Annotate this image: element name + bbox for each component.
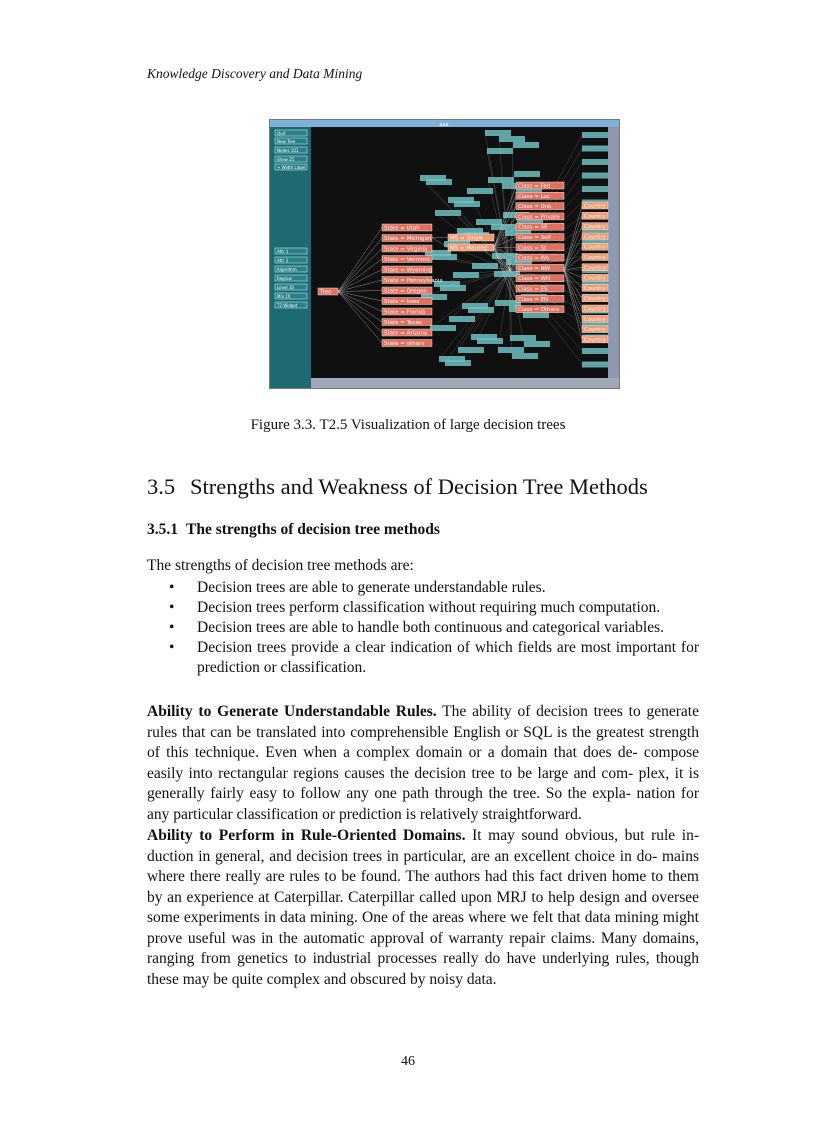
class-node-label: Class = Wo [518,255,550,262]
decision-tree-figure [269,119,620,389]
paragraph-understandable-rules [147,702,699,825]
state-node-label: State = Wyoming [384,267,433,274]
class-node-label: Class = Self [518,235,551,241]
state-node-label: State = Pennsylvania [384,278,443,284]
background-node [510,335,536,341]
control-widget-label: Level 10 [277,285,294,290]
list-item-text: Decision trees are able to generate understandable rules. [197,579,546,596]
background-node [487,148,513,154]
list-item [147,598,699,618]
subsection-number: 3.5.1 [147,521,178,538]
background-node [582,132,608,138]
class-node-label: Class = Unk [518,204,552,211]
background-node [499,136,525,142]
background-node [453,272,479,278]
country-node-label: Country [584,265,606,272]
control-widget-label: Algorithm [277,267,297,272]
background-node [449,316,475,322]
running-header: Knowledge Discovery and Data Mining [147,66,363,81]
background-node [582,348,608,354]
country-node-label: Country [584,296,606,303]
country-node-label: Country [584,285,606,292]
background-node [498,347,524,353]
control-widget-label: + Width Label [277,165,306,170]
state-node-label: State = Iowa [384,299,420,305]
state-node-label: State = Oregon [384,288,427,295]
background-node [430,325,456,331]
section-number: 3.5 [147,474,176,499]
marital-node-label: MS = Married [450,245,488,252]
state-node-label: State = Vermont [384,257,430,263]
country-node-label: Country [584,234,606,241]
background-node [514,171,540,177]
page-number: 46 [401,1054,415,1069]
control-widget-label: New Tree [277,139,296,144]
country-node-label: Country [584,337,606,344]
bullet-icon: • [169,599,175,616]
background-node [582,186,608,192]
vertical-scrollbar [608,127,619,378]
control-widget-label: Nodes 101 [277,148,299,153]
country-node-label: Country [584,255,606,261]
list-item [147,638,699,678]
background-node [426,179,452,185]
background-node [512,353,538,359]
class-node-label: Class = Private [518,214,560,221]
background-node [454,201,480,207]
list-item-text: Decision trees are able to handle both continuous and categorical variables. [197,619,664,636]
paragraph-body: It may sound obvious, but rule in- duction in general, and decision trees in particular, are an excellent choice in do- mains where there really are rules to be found. The authors had this fact driven home to them by an experience at Caterpillar. Caterpillar called upon MRJ to help design and oversee some experiments in data mining. One of the areas where we felt that data mining might prove useful was in the automatic approval of warranty repair claims. Many domains, ranging from genetics to industrial processes really do have underlying rules, though these may be quite complex and obscured by noisy data. [147,827,699,988]
paragraph-lead: Ability to Generate Understandable Rules. [147,703,437,720]
background-node [582,362,608,368]
state-node-label: State = Michigan [384,236,432,242]
decision-tree-visualization [270,120,619,388]
background-node [468,307,494,313]
class-node-label: Class = Fed [518,183,551,190]
paragraph-body: The ability of decision trees to generate rules that can be translated into comprehensible English or SQL is the greatest strength of this technique. Even when a complex domain or a domain that does de- compose easily into rectangular regions causes the decision tree to be large and com- plex, it is generally fairly easy to follow any one path through the tree. So the expla- nation for any particular classification or prediction is relatively straightforward. [147,703,699,823]
bullet-icon: • [169,619,175,636]
horizontal-scrollbar [311,378,619,388]
country-node-label: Country [584,213,606,220]
background-node [485,130,511,136]
control-widget-label: T2 Widget [277,303,298,308]
state-node-label: State = Arizona [384,330,428,337]
class-node-label: Class = NW [518,265,551,272]
class-node-label: Class = Loc [518,193,550,200]
state-node-label: State = Florida [384,309,426,316]
control-widget-label: Quit [277,131,286,136]
state-node-label: State = Utah [384,225,420,232]
country-node-label: Country [584,306,606,313]
root-node-label: Tree [320,289,332,296]
country-node-label: Country [584,275,606,282]
background-node [488,177,514,183]
country-node-label: Country [584,316,606,323]
background-node [513,142,539,148]
background-node [524,341,550,347]
paragraph-lead: Ability to Perform in Rule-Oriented Domains. [147,827,466,844]
background-node [582,173,608,179]
control-widget-label: Min 10 [277,294,291,299]
background-node [582,146,608,152]
marital-node-label: MS = Single [450,235,484,242]
subsection-title-text: The strengths of decision tree methods [186,521,440,538]
class-node-label: Class = WH [518,276,551,283]
class-node-label: Class = EN [518,296,549,303]
state-node-label: State = Texas [384,320,422,326]
figure-window-title: aaa [439,122,449,128]
background-node [472,263,498,269]
country-node-label: Country [584,224,606,231]
background-node [458,347,484,353]
class-node-label: Class = St [518,245,547,252]
state-node-label: State = Virginia [384,246,428,253]
background-node [435,210,461,216]
list-item [147,578,699,598]
control-widget-label: Attr 1 [277,249,289,254]
class-node-label: Class = SE [518,224,548,231]
list-item [147,618,699,638]
paragraph-rule-oriented-domains [147,826,699,990]
control-widget-label: Attr 2 [277,258,289,263]
background-node [477,338,503,344]
section-title-text: Strengths and Weakness of Decision Tree Methods [190,474,648,499]
list-item-text: Decision trees provide a clear indication of which fields are most important for prediction or classification. [197,639,699,676]
background-node [582,159,608,165]
figure-caption: Figure 3.3. T2.5 Visualization of large decision trees [250,417,566,433]
state-node-label: State = others [384,341,425,347]
class-node-label: Class = ES [518,286,548,293]
background-node [431,254,457,260]
background-node [440,285,466,291]
background-node [467,188,493,194]
country-node-label: Country [584,327,606,334]
intro-sentence: The strengths of decision tree methods are: [147,557,414,574]
class-node-label: Class = Others [518,307,560,314]
strengths-list [147,578,699,678]
country-node-label: Country [584,203,606,210]
section-heading [147,474,648,500]
control-widget-label: Regrow [277,276,292,281]
subsection-heading [147,521,440,539]
bullet-icon: • [169,639,175,656]
list-item-text: Decision trees perform classification without requiring much computation. [197,599,661,616]
background-node [445,360,471,366]
bullet-icon: • [169,579,175,596]
background-node [492,253,518,259]
country-node-label: Country [584,244,606,251]
control-widget-label: Show 25 [277,157,295,162]
